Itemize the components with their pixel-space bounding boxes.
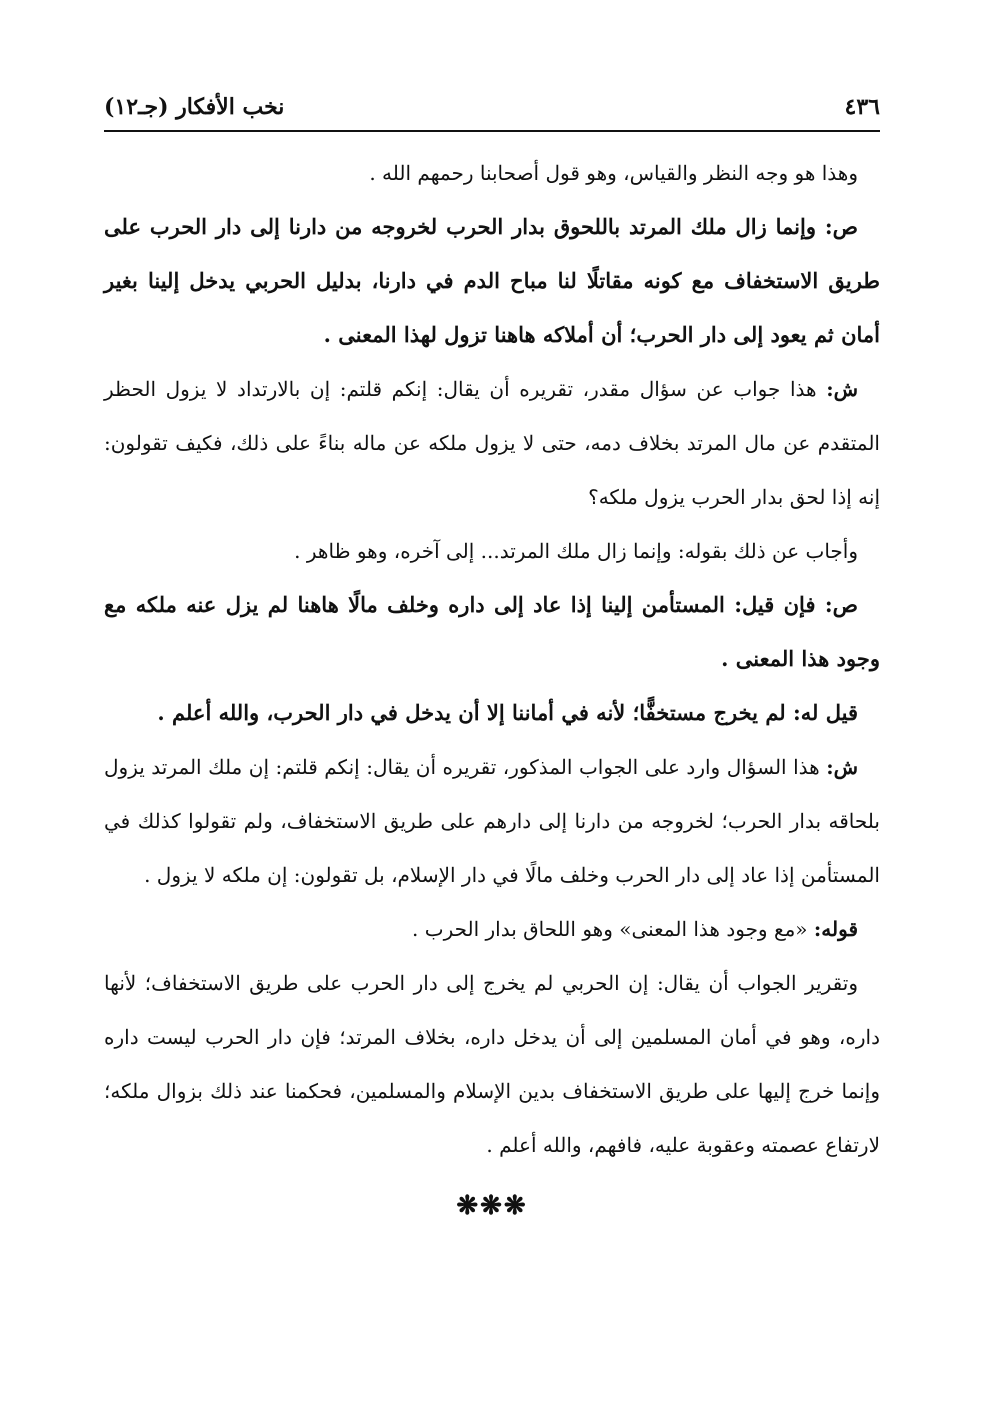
matn-paragraph xyxy=(104,200,880,362)
matn-label: ص: xyxy=(824,214,858,239)
matn-text: وإنما زال ملك المرتد باللحوق بدار الحرب لخروجه من دارنا إلى دار الحرب على طريق الاستخفاف مع كونه مقاتلًا لنا مباح الدم في دارنا، بدليل الحربي يدخل إلينا بغير أمان ثم يعود إلى دار الحرب؛ أن أملاكه هاهنا تزول لهذا المعنى . xyxy=(104,214,880,347)
sharh-paragraph xyxy=(104,362,880,524)
page-number: ٤٣٦ xyxy=(844,94,880,120)
answer-paragraph xyxy=(104,524,880,578)
paragraph-text: وتقرير الجواب أن يقال: إن الحربي لم يخرج إلى دار الحرب على طريق الاستخفاف؛ لأنها داره، وهو في أمان المسلمين إلى أن يدخل داره، بخلاف المرتد؛ فإن دار الحرب ليست داره وإنما خرج إليها على طريق الاستخفاف بدين الإسلام والمسلمين، فحكمنا عند ذلك بزوال ملكه؛ لارتفاع عصمته وعقوبة عليه، فافهم، والله أعلم . xyxy=(104,971,880,1157)
quote-paragraph xyxy=(104,902,880,956)
paragraph-conclusion xyxy=(104,146,880,200)
paragraph-text: وأجاب عن ذلك بقوله: وإنما زال ملك المرتد... إلى آخره، وهو ظاهر . xyxy=(294,539,858,563)
sharh-label: ش: xyxy=(826,755,858,779)
book-page xyxy=(104,88,880,1221)
sharh-text: هذا السؤال وارد على الجواب المذكور، تقريره أن يقال: إنكم قلتم: إن ملك المرتد يزول بلحاقه بدار الحرب؛ لخروجه من دارنا إلى دارهم على طريق الاستخفاف، ولم تقولوا كذلك في المستأمن إذا عاد إلى دار الحرب وخلف مالًا في دار الإسلام، بل تقولون: إن ملكه لا يزول . xyxy=(104,755,880,887)
matn-text: فإن قيل: المستأمن إلينا إذا عاد إلى داره وخلف مالًا هاهنا لم يزل عنه ملكه مع وجود هذا المعنى . xyxy=(104,592,880,671)
paragraph-text: وهذا هو وجه النظر والقياس، وهو قول أصحابنا رحمهم الله . xyxy=(369,161,858,185)
explanation-paragraph xyxy=(104,956,880,1172)
quote-text: «مع وجود هذا المعنى» وهو اللحاق بدار الحرب . xyxy=(412,917,808,941)
page-body xyxy=(104,146,880,1226)
matn-paragraph xyxy=(104,578,880,686)
section-ornament: ❋❋❋ xyxy=(456,1191,528,1221)
sharh-text: هذا جواب عن سؤال مقدر، تقريره أن يقال: إنكم قلتم: إن بالارتداد لا يزول الحظر المتقدم عن مال المرتد بخلاف دمه، حتى لا يزول ملكه عن ماله بناءً على ذلك، فكيف تقولون: إنه إذا لحق بدار الحرب يزول ملكه؟ xyxy=(104,377,880,509)
matn-label: ص: xyxy=(824,592,859,617)
book-title: نخب الأفكار (جـ١٢) xyxy=(104,94,285,120)
quote-label: قوله: xyxy=(813,917,858,941)
matn-reply-paragraph xyxy=(104,686,880,740)
matn-text: قيل له: لم يخرج مستخفًّا؛ لأنه في أماننا إلا أن يدخل في دار الحرب، والله أعلم . xyxy=(157,700,858,725)
page-header xyxy=(104,88,880,128)
sharh-paragraph xyxy=(104,740,880,902)
sharh-label: ش: xyxy=(826,377,859,401)
header-divider xyxy=(104,130,880,132)
